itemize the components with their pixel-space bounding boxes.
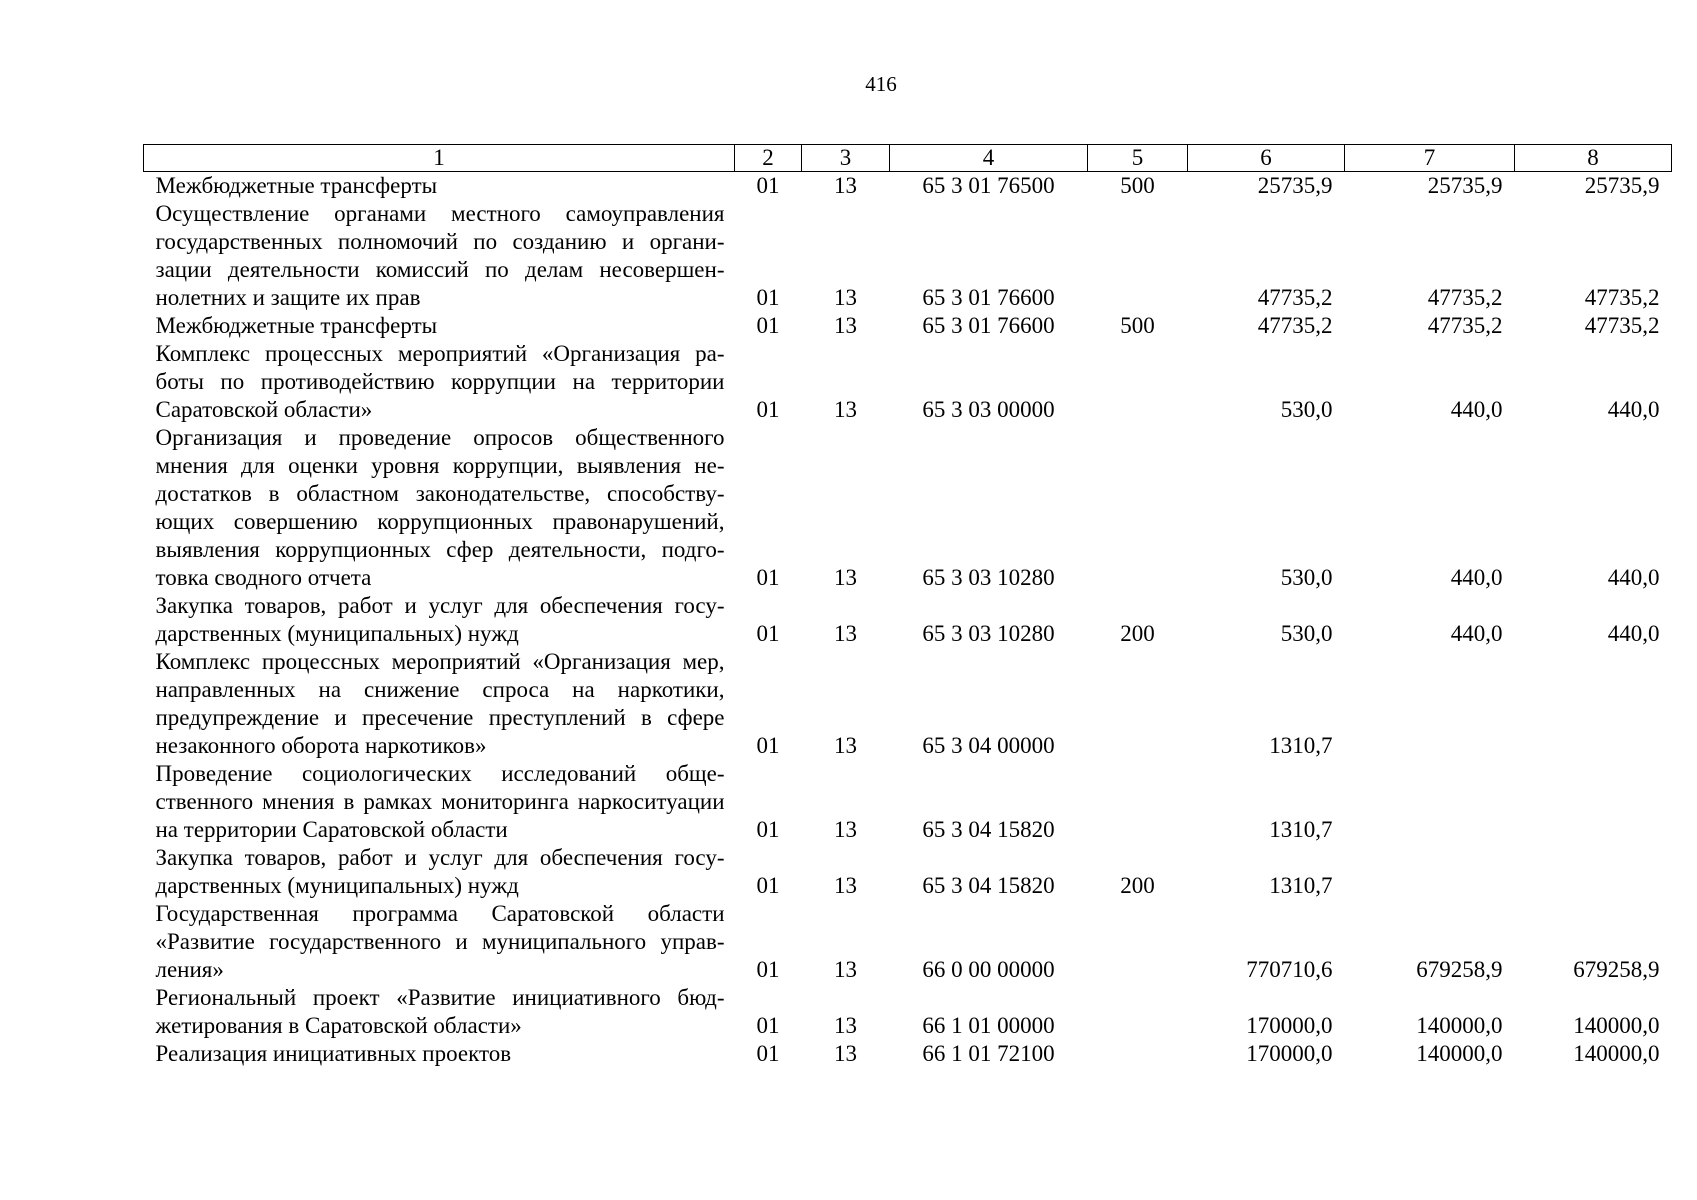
expense-type-cell: 500 <box>1120 173 1155 198</box>
target-article-cell: 65 3 04 15820 <box>922 873 1055 898</box>
section-cell: 01 <box>756 1013 780 1038</box>
expense-type-cell <box>1088 900 1188 984</box>
row-name-cell: Комплекс процессных мероприятий «Организация работы по противодействию коррупции на территории Саратовской области» <box>155 341 725 422</box>
table-row <box>144 844 1672 900</box>
subsection-cell: 13 <box>834 957 857 982</box>
amount-cell-8: 25735,9 <box>1584 173 1660 198</box>
subsection-cell: 13 <box>834 1013 857 1038</box>
amount-cell-8: 47735,2 <box>1584 285 1660 310</box>
amount-cell-8 <box>1515 648 1672 760</box>
row-name-cell: Региональный проект «Развитие инициативного бюджетирования в Саратовской области» <box>155 985 725 1038</box>
subsection-cell: 13 <box>834 397 857 422</box>
amount-cell-6: 530,0 <box>1280 565 1333 590</box>
amount-cell-6: 25735,9 <box>1257 173 1333 198</box>
subsection-cell: 13 <box>834 817 857 842</box>
section-cell: 01 <box>756 873 780 898</box>
table-row <box>144 340 1672 424</box>
row-name-cell: Межбюджетные трансферты <box>155 313 438 338</box>
page-number: 416 <box>865 72 897 96</box>
expense-type-cell <box>1088 648 1188 760</box>
subsection-cell: 13 <box>834 285 857 310</box>
amount-cell-8: 679258,9 <box>1573 957 1660 982</box>
table-row <box>144 200 1672 312</box>
amount-cell-6: 530,0 <box>1280 397 1333 422</box>
table-row <box>144 900 1672 984</box>
table-body <box>144 172 1672 1069</box>
expense-type-cell: 200 <box>1120 621 1155 646</box>
amount-cell-8: 47735,2 <box>1584 313 1660 338</box>
table-row <box>144 172 1672 201</box>
amount-cell-7: 440,0 <box>1450 397 1503 422</box>
amount-cell-7: 47735,2 <box>1427 285 1503 310</box>
amount-cell-6: 530,0 <box>1280 621 1333 646</box>
target-article-cell: 65 3 01 76500 <box>922 173 1055 198</box>
expense-type-cell <box>1088 424 1188 592</box>
row-name-cell: Закупка товаров, работ и услуг для обеспечения государственных (муниципальных) нужд <box>155 845 725 898</box>
target-article-cell: 65 3 01 76600 <box>922 285 1055 310</box>
target-article-cell: 66 1 01 00000 <box>922 1013 1055 1038</box>
amount-cell-7 <box>1345 760 1515 844</box>
subsection-cell: 13 <box>834 621 857 646</box>
amount-cell-8: 440,0 <box>1607 397 1660 422</box>
row-name-cell: Организация и проведение опросов общественного мнения для оценки уровня коррупции, выявления недостатков в областном законодательстве, способствующих совершению коррупционных правонарушений, выявления коррупционных сфер деятельности, подготовка сводного отчета <box>155 425 725 590</box>
row-name-cell: Межбюджетные трансферты <box>155 173 438 198</box>
amount-cell-8 <box>1515 844 1672 900</box>
table-row <box>144 424 1672 592</box>
table-row <box>144 648 1672 760</box>
subsection-cell: 13 <box>834 173 857 198</box>
amount-cell-8: 140000,0 <box>1573 1041 1660 1066</box>
subsection-cell: 13 <box>834 733 857 758</box>
amount-cell-6: 47735,2 <box>1257 313 1333 338</box>
target-article-cell: 65 3 03 10280 <box>922 621 1055 646</box>
target-article-cell: 66 0 00 00000 <box>922 957 1055 982</box>
row-name-cell: Комплекс процессных мероприятий «Организация мер, направленных на снижение спроса на наркотики, предупреждение и пресечение преступлений в сфере незаконного оборота наркотиков» <box>155 649 725 758</box>
table-row <box>144 1040 1672 1068</box>
amount-cell-7 <box>1345 844 1515 900</box>
amount-cell-8 <box>1515 760 1672 844</box>
table-row <box>144 984 1672 1040</box>
section-cell: 01 <box>756 1041 780 1066</box>
expense-type-cell <box>1088 984 1188 1040</box>
column-header: 7 <box>1345 145 1515 172</box>
budget-table <box>143 144 1672 1068</box>
column-header: 1 <box>144 145 735 172</box>
section-cell: 01 <box>756 313 780 338</box>
expense-type-cell <box>1088 340 1188 424</box>
amount-cell-7: 140000,0 <box>1416 1041 1503 1066</box>
column-header: 8 <box>1515 145 1672 172</box>
target-article-cell: 65 3 04 15820 <box>922 817 1055 842</box>
table-header-row <box>144 145 1672 172</box>
section-cell: 01 <box>756 733 780 758</box>
amount-cell-7: 440,0 <box>1450 565 1503 590</box>
amount-cell-6: 170000,0 <box>1246 1013 1333 1038</box>
row-name-cell: Проведение социологических исследований общественного мнения в рамках мониторинга наркоситуации на территории Саратовской области <box>155 761 725 842</box>
subsection-cell: 13 <box>834 313 857 338</box>
section-cell: 01 <box>756 565 780 590</box>
amount-cell-6: 170000,0 <box>1246 1041 1333 1066</box>
amount-cell-7: 679258,9 <box>1416 957 1503 982</box>
row-name-cell: Закупка товаров, работ и услуг для обеспечения государственных (муниципальных) нужд <box>155 593 725 646</box>
target-article-cell: 65 3 04 00000 <box>922 733 1055 758</box>
amount-cell-8: 440,0 <box>1607 621 1660 646</box>
column-header: 4 <box>890 145 1088 172</box>
column-header: 2 <box>735 145 802 172</box>
column-header: 3 <box>802 145 890 172</box>
target-article-cell: 65 3 03 00000 <box>922 397 1055 422</box>
column-header: 5 <box>1088 145 1188 172</box>
table-row <box>144 592 1672 648</box>
subsection-cell: 13 <box>834 565 857 590</box>
expense-type-cell <box>1088 200 1188 312</box>
amount-cell-6: 1310,7 <box>1269 817 1333 842</box>
section-cell: 01 <box>756 285 780 310</box>
amount-cell-6: 770710,6 <box>1246 957 1333 982</box>
row-name-cell: Реализация инициативных проектов <box>155 1041 512 1066</box>
amount-cell-7: 140000,0 <box>1416 1013 1503 1038</box>
amount-cell-8: 440,0 <box>1607 565 1660 590</box>
target-article-cell: 66 1 01 72100 <box>922 1041 1055 1066</box>
amount-cell-7: 47735,2 <box>1427 313 1503 338</box>
column-header: 6 <box>1188 145 1345 172</box>
amount-cell-7 <box>1345 648 1515 760</box>
subsection-cell: 13 <box>834 1041 857 1066</box>
expense-type-cell <box>1088 1040 1188 1068</box>
target-article-cell: 65 3 03 10280 <box>922 565 1055 590</box>
amount-cell-8: 140000,0 <box>1573 1013 1660 1038</box>
row-name-cell: Государственная программа Саратовской области «Развитие государственного и муниципального управления» <box>155 901 725 982</box>
section-cell: 01 <box>756 621 780 646</box>
section-cell: 01 <box>756 817 780 842</box>
section-cell: 01 <box>756 957 780 982</box>
amount-cell-6: 1310,7 <box>1269 733 1333 758</box>
section-cell: 01 <box>756 397 780 422</box>
section-cell: 01 <box>756 173 780 198</box>
amount-cell-6: 47735,2 <box>1257 285 1333 310</box>
expense-type-cell: 200 <box>1120 873 1155 898</box>
row-name-cell: Осуществление органами местного самоуправления государственных полномочий по созданию и организации деятельности комиссий по делам несовершеннолетних и защите их прав <box>155 201 725 310</box>
amount-cell-7: 440,0 <box>1450 621 1503 646</box>
target-article-cell: 65 3 01 76600 <box>922 313 1055 338</box>
subsection-cell: 13 <box>834 873 857 898</box>
amount-cell-6: 1310,7 <box>1269 873 1333 898</box>
table-row <box>144 312 1672 340</box>
table-row <box>144 760 1672 844</box>
expense-type-cell <box>1088 760 1188 844</box>
amount-cell-7: 25735,9 <box>1427 173 1503 198</box>
expense-type-cell: 500 <box>1120 313 1155 338</box>
